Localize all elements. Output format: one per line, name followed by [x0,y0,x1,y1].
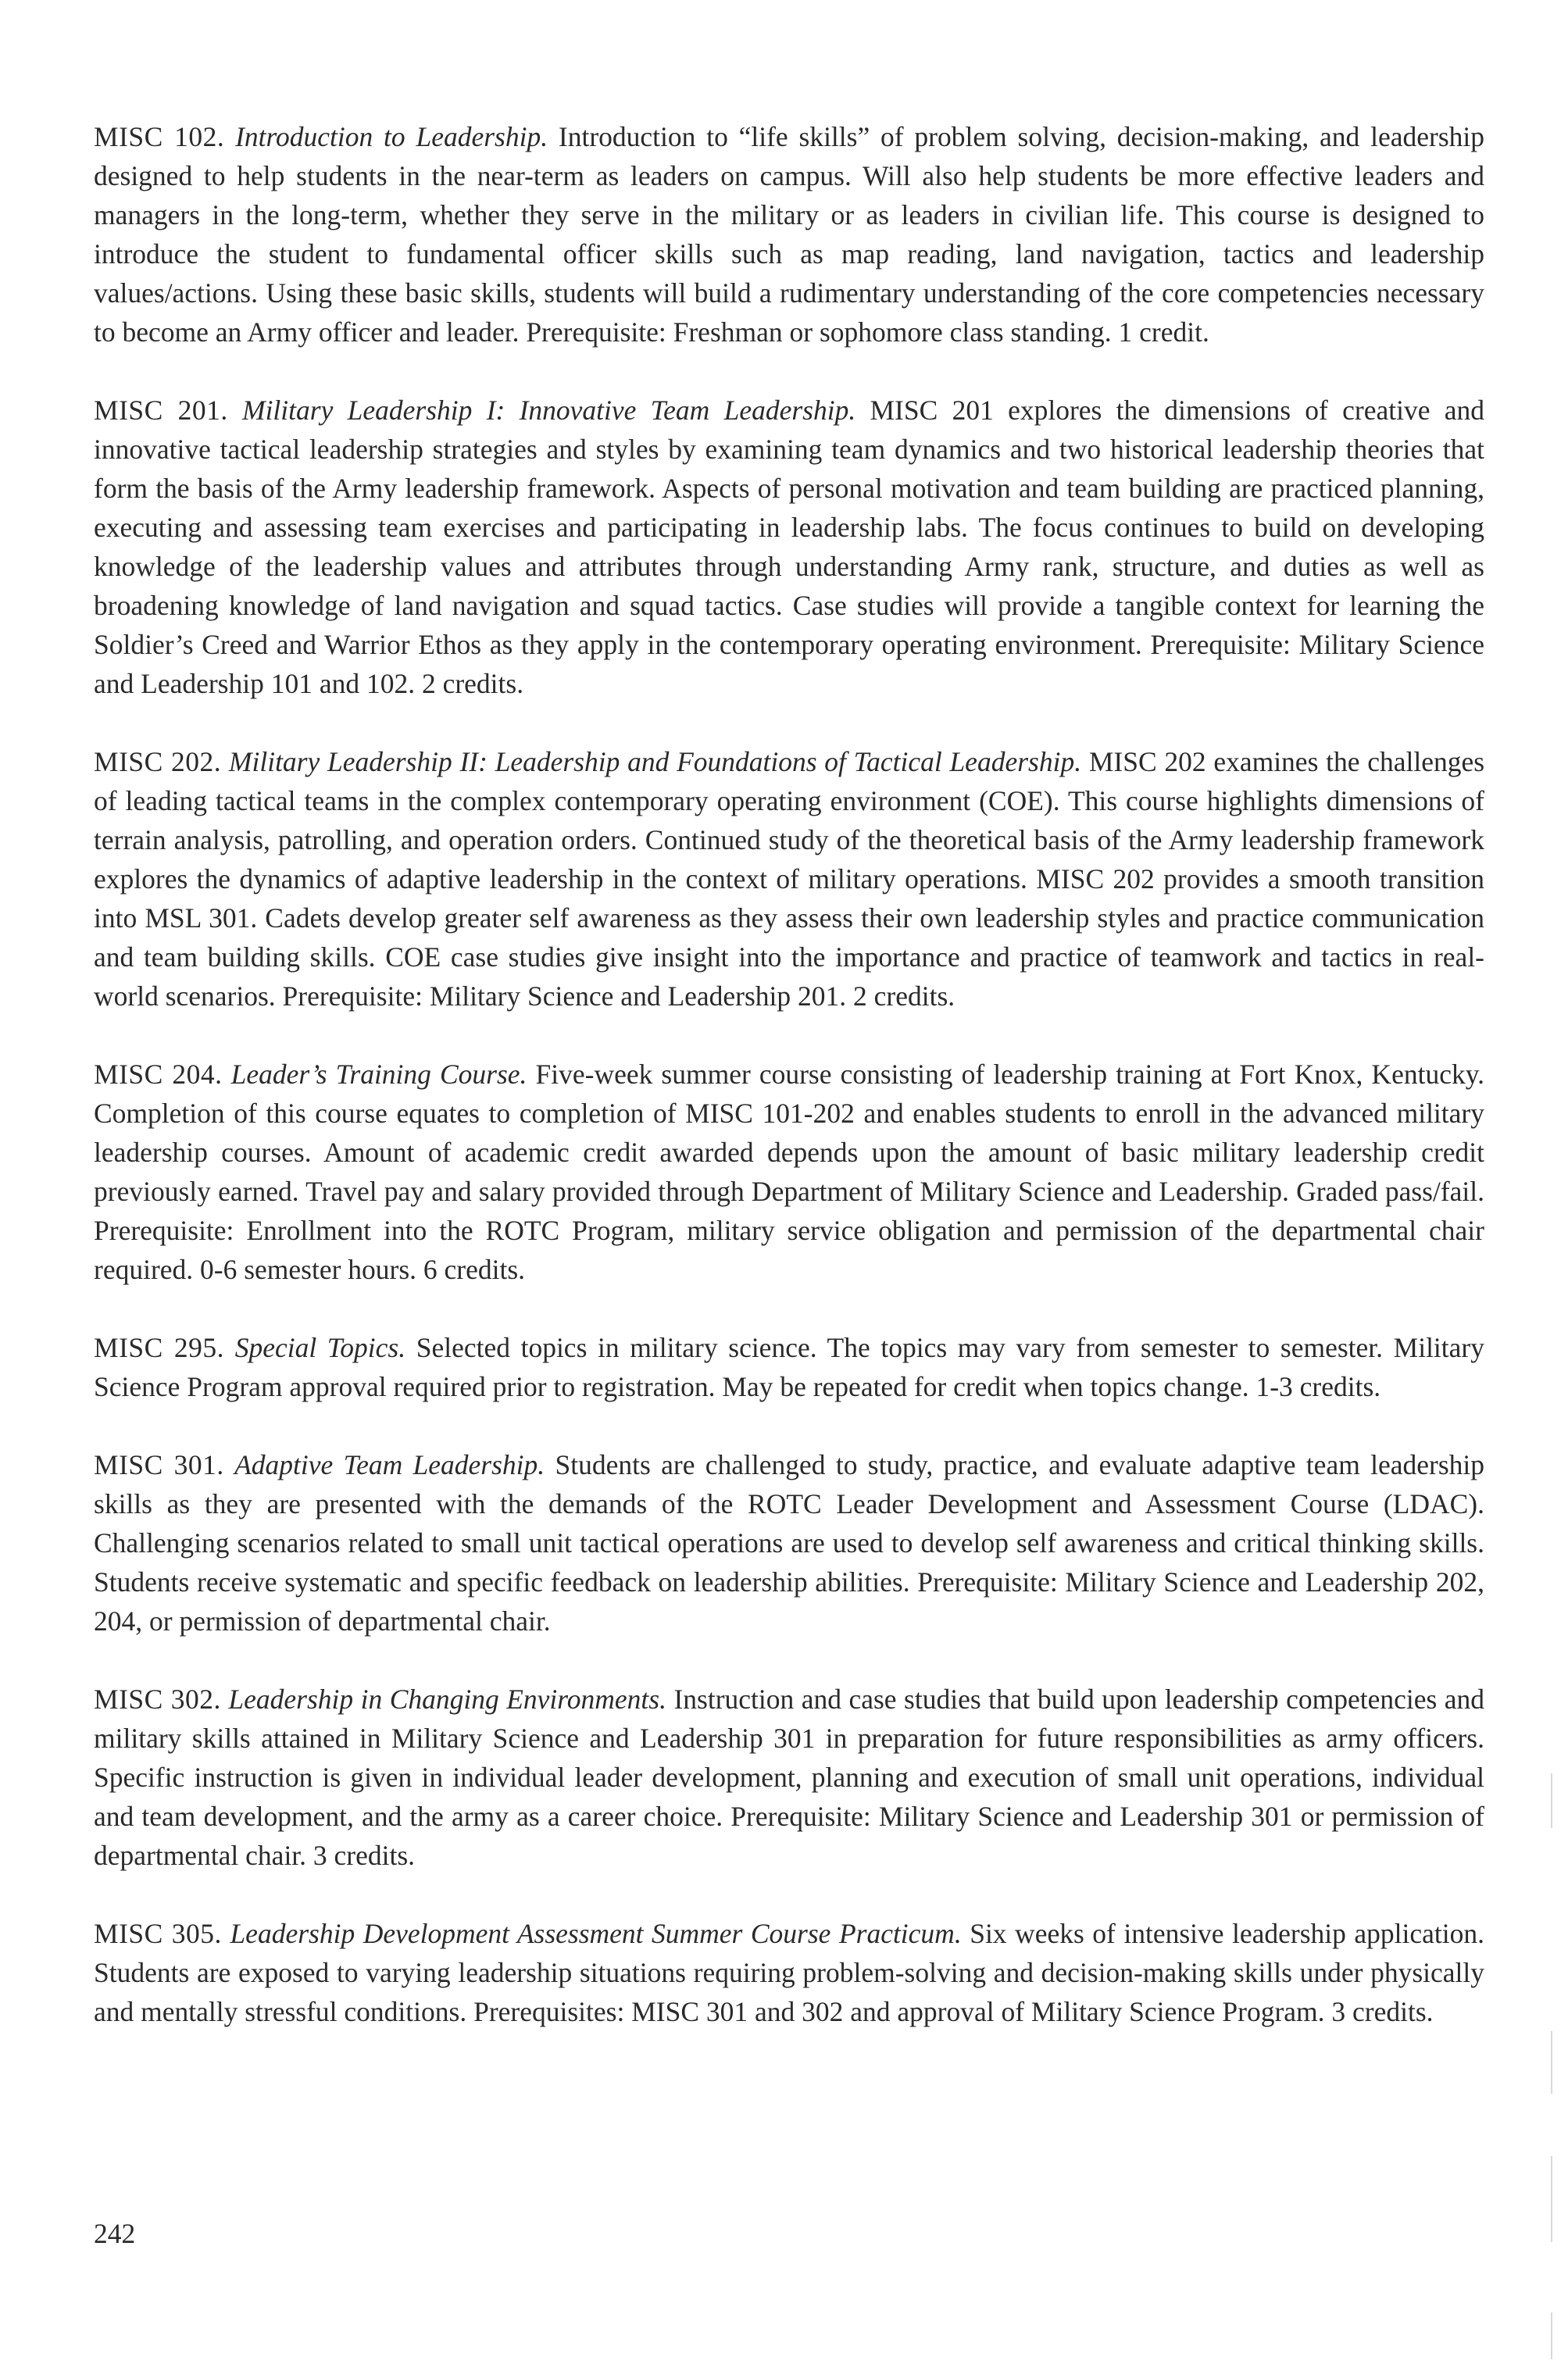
course-title: Military Leadership I: Innovative Team Leadership. [242,395,856,426]
course-title: Military Leadership II: Leadership and Foundations of Tactical Leadership. [228,746,1082,777]
scan-edge-mark [1551,2031,1552,2094]
course-description: MISC 202 examines the challenges of leading tactical teams in the complex contemporary operating environment (COE). This course highlights dimensions of terrain analysis, patrolling, and operation orders. Continued study of the theoretical basis of the Army leadership framework explores the dynamics of adaptive leadership in the context of military operations. MISC 202 provides a smooth transition into MSL 301. Cadets develop greater self awareness as they assess their own leadership styles and practice communication and team building skills. COE case studies give insight into the importance and practice of teamwork and tactics in real-world scenarios. Prerequisite: Military Science and Leadership 201. 2 credits. [94,746,1485,1012]
scan-edge-mark [1551,2156,1552,2242]
course-entry-misc-201 [94,391,1484,703]
course-entry-misc-202 [94,742,1484,1016]
scan-edge-mark [1551,1773,1552,1828]
course-description: Five-week summer course consisting of leadership training at Fort Knox, Kentucky. Completion of this course equates to completion of MISC 101-202 and enables students to enroll in the advanced military leadership courses. Amount of academic credit awarded depends upon the amount of basic military leadership credit previously earned. Travel pay and salary provided through Department of Military Science and Leadership. Graded pass/fail. Prerequisite: Enrollment into the ROTC Program, military service obligation and permission of the departmental chair required. 0-6 semester hours. 6 credits. [94,1059,1485,1285]
course-title: Special Topics. [234,1332,406,1363]
course-title: Adaptive Team Leadership. [234,1449,545,1480]
page-number: 242 [94,2218,136,2249]
course-code: MISC 302. [94,1684,221,1715]
course-listing [94,117,1484,2070]
course-code: MISC 204. [94,1059,223,1090]
course-code: MISC 201. [94,395,228,426]
scan-edge-mark [1551,2312,1552,2359]
course-entry-misc-102 [94,117,1484,352]
course-title: Leadership in Changing Environments. [228,1684,666,1715]
course-description: Instruction and case studies that build upon leadership competencies and military skills attained in Military Science and Leadership 301 in preparation for future responsibilities as army officers. Specific instruction is given in individual leader development, planning and execution of small unit operations, individual and team development, and the army as a career choice. Prerequisite: Military Science and Leadership 301 or permission of departmental chair. 3 credits. [94,1684,1485,1871]
course-description: Six weeks of intensive leadership application. Students are exposed to varying leadership situations requiring problem-solving and decision-making skills under physically and mentally stressful conditions. Prerequisites: MISC 301 and 302 and approval of Military Science Program. 3 credits. [94,1918,1484,2027]
course-entry-misc-295 [94,1328,1484,1406]
course-description: Selected topics in military science. The topics may vary from semester to semester. Military Science Program approval required prior to registration. May be repeated for credit when topics change. 1-3 credits. [94,1332,1484,1402]
course-description: Introduction to “life skills” of problem solving, decision-making, and leadership designed to help students in the near-term as leaders on campus. Will also help students be more effective leaders and managers in the long-term, whether they serve in the military or as leaders in civilian life. This course is designed to introduce the student to fundamental officer skills such as map reading, land navigation, tactics and leadership values/actions. Using these basic skills, students will build a rudimentary understanding of the core competencies necessary to become an Army officer and leader. Prerequisite: Freshman or sophomore class standing. 1 credit. [94,121,1485,348]
course-code: MISC 295. [94,1332,225,1363]
course-code: MISC 301. [94,1449,224,1480]
course-code: MISC 102. [94,121,225,152]
course-entry-misc-204 [94,1055,1484,1289]
course-description: MISC 201 explores the dimensions of creative and innovative tactical leadership strategies and styles by examining team dynamics and two historical leadership theories that form the basis of the Army leadership framework. Aspects of personal motivation and team building are practiced planning, executing and assessing team exercises and participating in leadership labs. The focus continues to build on developing knowledge of the leadership values and attributes through understanding Army rank, structure, and duties as well as broadening knowledge of land navigation and squad tactics. Case studies will provide a tangible context for learning the Soldier’s Creed and Warrior Ethos as they apply in the contemporary operating environment. Prerequisite: Military Science and Leadership 101 and 102. 2 credits. [94,395,1485,699]
course-title: Introduction to Leadership. [235,121,548,152]
course-title: Leadership Development Assessment Summer Course Practicum. [230,1918,962,1949]
course-title: Leader’s Training Course. [230,1059,527,1090]
course-code: MISC 202. [94,746,222,777]
course-entry-misc-301 [94,1445,1484,1641]
course-description: Students are challenged to study, practice, and evaluate adaptive team leadership skills as they are presented with the demands of the ROTC Leader Development and Assessment Course (LDAC). Challenging scenarios related to small unit tactical operations are used to develop self awareness and critical thinking skills. Students receive systematic and specific feedback on leadership abilities. Prerequisite: Military Science and Leadership 202, 204, or permission of departmental chair. [94,1449,1485,1637]
course-entry-misc-305 [94,1914,1484,2031]
course-code: MISC 305. [94,1918,222,1949]
course-entry-misc-302 [94,1680,1484,1875]
